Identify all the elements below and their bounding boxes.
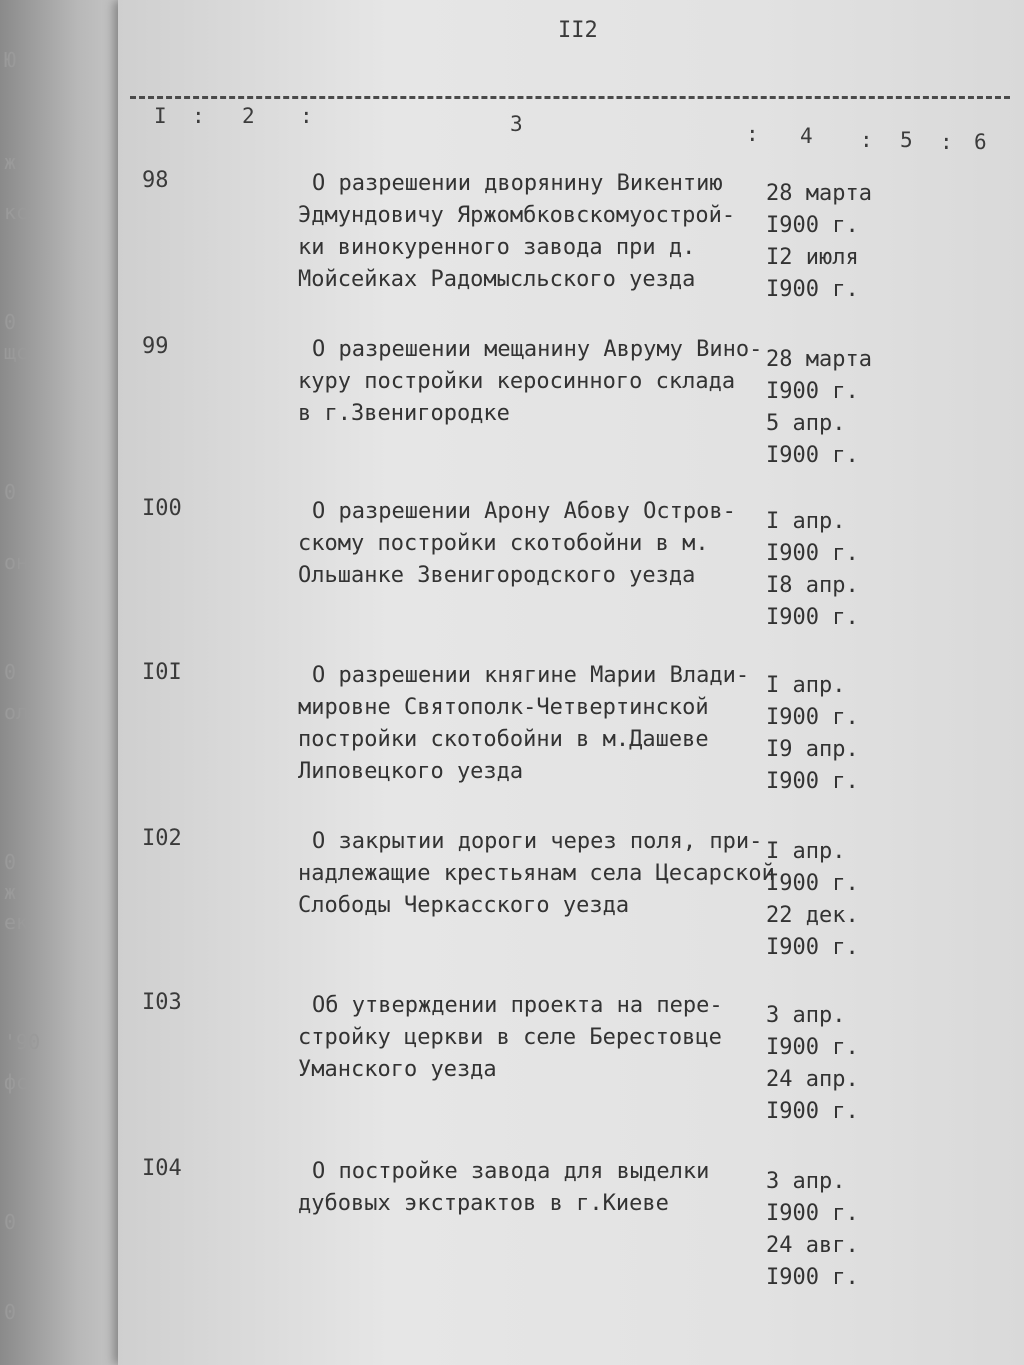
date-line: I900 г. xyxy=(766,1099,859,1124)
date-line: I900 г. xyxy=(766,1035,859,1060)
entry-description xyxy=(298,496,778,592)
bleed-text: ж xyxy=(4,150,17,174)
description-line: О разрешении Арону Абову Остров- xyxy=(312,499,736,524)
col-header-sep: : xyxy=(860,128,873,152)
date-line: I900 г. xyxy=(766,705,859,730)
date-line: I900 г. xyxy=(766,769,859,794)
page-number: II2 xyxy=(558,18,598,43)
entry-number: 99 xyxy=(142,334,169,359)
entry-dates xyxy=(766,506,859,634)
entry-description xyxy=(298,334,778,430)
date-line: 3 апр. xyxy=(766,1003,846,1028)
date-line: I900 г. xyxy=(766,277,859,302)
description-line: дубовых экстрактов в г.Киеве xyxy=(298,1191,669,1216)
bleed-text: 0 xyxy=(4,480,17,504)
col-header-sep: : xyxy=(300,104,313,128)
document-page xyxy=(118,0,1024,1365)
entry-number: I03 xyxy=(142,990,182,1015)
bleed-text: 0 xyxy=(4,1210,17,1234)
bleed-text: 0 xyxy=(4,1300,17,1324)
description-line: О разрешении дворянину Викентию xyxy=(312,171,723,196)
date-line: 5 апр. xyxy=(766,411,846,436)
date-line: I апр. xyxy=(766,839,846,864)
entry-description xyxy=(298,660,778,788)
date-line: I8 апр. xyxy=(766,573,859,598)
entry-dates xyxy=(766,1166,859,1294)
col-header-sep: : xyxy=(940,130,953,154)
date-line: I900 г. xyxy=(766,379,859,404)
date-line: I900 г. xyxy=(766,935,859,960)
entry-number: I02 xyxy=(142,826,182,851)
col-header-sep: : xyxy=(746,122,759,146)
date-line: I9 апр. xyxy=(766,737,859,762)
bleed-text: ж xyxy=(4,880,17,904)
date-line: I900 г. xyxy=(766,1265,859,1290)
description-line: куру постройки керосинного склада xyxy=(298,369,736,394)
entry-number: 98 xyxy=(142,168,169,193)
col-header-1: I xyxy=(154,104,167,128)
entry-dates xyxy=(766,1000,859,1128)
entry-description xyxy=(298,168,778,296)
col-header-5: 5 xyxy=(900,128,913,152)
entry-dates xyxy=(766,670,859,798)
date-line: 22 дек. xyxy=(766,903,859,928)
description-line: Об утверждении проекта на пере- xyxy=(312,993,723,1018)
date-line: I апр. xyxy=(766,509,846,534)
description-line: О закрытии дороги через поля, при- xyxy=(312,829,763,854)
date-line: I900 г. xyxy=(766,443,859,468)
description-line: стройку церкви в селе Берестовце xyxy=(298,1025,722,1050)
adjacent-page-strip xyxy=(0,0,130,1365)
description-line: О разрешении мещанину Авруму Вино- xyxy=(312,337,763,362)
date-line: 28 марта xyxy=(766,181,872,206)
bleed-text: ол xyxy=(4,700,29,724)
bleed-text: щс xyxy=(4,340,29,364)
bleed-text: '90 xyxy=(4,1030,41,1054)
col-header-3: 3 xyxy=(510,112,523,136)
bleed-text: фс xyxy=(4,1070,29,1094)
date-line: I900 г. xyxy=(766,1201,859,1226)
bleed-text: Ю xyxy=(4,48,17,72)
bleed-text: ек xyxy=(4,910,29,934)
bleed-text: 0 xyxy=(4,850,17,874)
description-line: скому постройки скотобойни в м. xyxy=(298,531,709,556)
description-line: О постройке завода для выделки xyxy=(312,1159,710,1184)
entry-description xyxy=(298,990,778,1086)
entry-dates xyxy=(766,836,859,964)
entry-description xyxy=(298,1156,778,1220)
entry-number: I00 xyxy=(142,496,182,521)
date-line: I900 г. xyxy=(766,871,859,896)
date-line: 28 марта xyxy=(766,347,872,372)
description-line: постройки скотобойни в м.Дашеве xyxy=(298,727,709,752)
description-line: надлежащие крестьянам села Цесарской xyxy=(298,861,775,886)
date-line: 24 апр. xyxy=(766,1067,859,1092)
description-line: ки винокуренного завода при д. xyxy=(298,235,696,260)
entry-dates xyxy=(766,178,872,306)
bleed-text: 0 xyxy=(4,310,17,334)
entry-number: I0I xyxy=(142,660,182,685)
col-header-2: 2 xyxy=(242,104,255,128)
date-line: I апр. xyxy=(766,673,846,698)
col-header-6: 6 xyxy=(974,130,987,154)
header-rule xyxy=(130,96,1010,99)
description-line: мировне Святополк-Четвертинской xyxy=(298,695,709,720)
date-line: 3 апр. xyxy=(766,1169,846,1194)
col-header-sep: : xyxy=(192,104,205,128)
date-line: 24 авг. xyxy=(766,1233,859,1258)
entry-description xyxy=(298,826,778,922)
description-line: в г.Звенигородке xyxy=(298,401,510,426)
bleed-text: 0 xyxy=(4,660,17,684)
description-line: Уманского уезда xyxy=(298,1057,497,1082)
description-line: Липовецкого уезда xyxy=(298,759,524,784)
date-line: I900 г. xyxy=(766,213,859,238)
description-line: Слободы Черкасского уезда xyxy=(298,893,630,918)
bleed-text: он xyxy=(4,550,29,574)
col-header-4: 4 xyxy=(800,124,813,148)
date-line: I2 июля xyxy=(766,245,859,270)
description-line: Мойсейках Радомысльского уезда xyxy=(298,267,696,292)
date-line: I900 г. xyxy=(766,605,859,630)
description-line: Ольшанке Звенигородского уезда xyxy=(298,563,696,588)
date-line: I900 г. xyxy=(766,541,859,566)
entry-number: I04 xyxy=(142,1156,182,1181)
description-line: Эдмундовичу Яржомбковскомуострой- xyxy=(298,203,736,228)
entry-dates xyxy=(766,344,872,472)
description-line: О разрешении княгине Марии Влади- xyxy=(312,663,750,688)
bleed-text: кс xyxy=(4,200,29,224)
